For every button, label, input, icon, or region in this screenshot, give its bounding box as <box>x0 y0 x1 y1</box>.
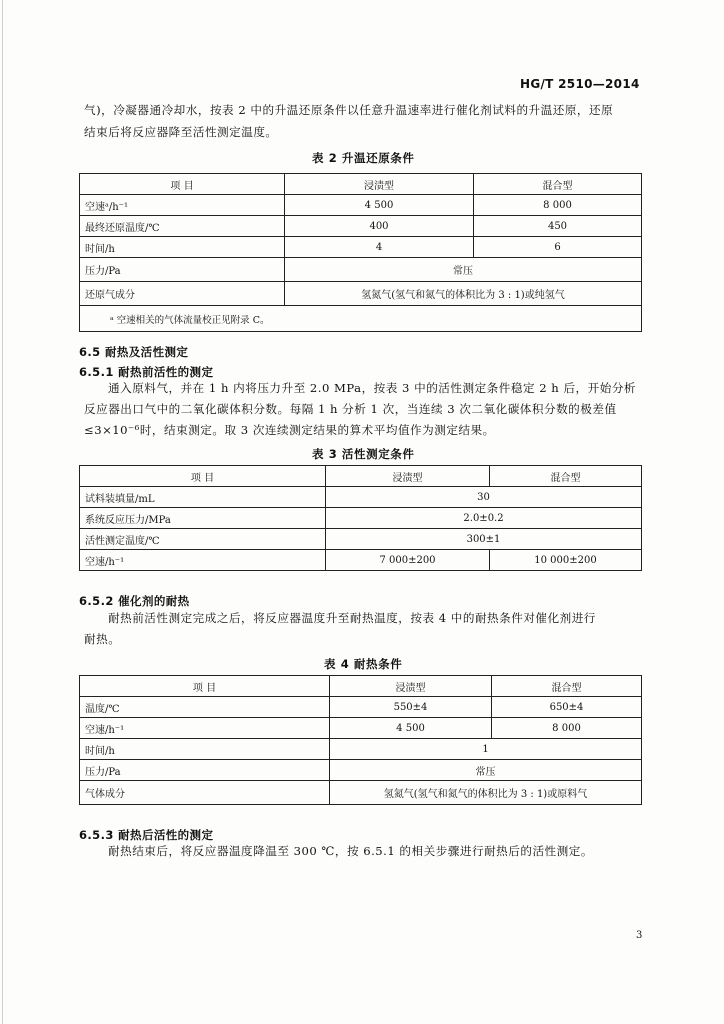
row-label: 空速/h⁻¹ <box>80 550 326 571</box>
table-cell: 10 000±200 <box>490 550 642 571</box>
table-cell: 4 500 <box>285 195 474 216</box>
page-number: 3 <box>636 930 643 941</box>
table-row <box>80 508 642 529</box>
table-cell: 650±4 <box>492 697 642 718</box>
header-cell-item: 项 目 <box>80 174 285 195</box>
table-cell: 550±4 <box>330 697 492 718</box>
binding-edge-line <box>2 0 3 1024</box>
table-cell: 6 <box>474 237 642 258</box>
table-cell: 2.0±0.2 <box>326 508 642 529</box>
header-cell-mixed: 混合型 <box>474 174 642 195</box>
header-cell-mixed: 混合型 <box>490 466 642 487</box>
table-header-row <box>80 466 642 487</box>
table-cell: 8 000 <box>474 195 642 216</box>
table-row <box>80 781 642 805</box>
section-6-5-1-line-3: ≤3×10⁻⁶时，结束测定。取 3 次连续测定结果的算术平均值作为测定结果。 <box>84 423 495 437</box>
table-note-row <box>80 306 642 332</box>
section-6-5-2-line-2: 耐热。 <box>84 632 121 646</box>
intro-line-2: 结束后将反应器降至活性测定温度。 <box>84 125 278 139</box>
table-footnote: ᵃ 空速相关的气体流量校正见附录 C。 <box>80 306 642 332</box>
table-row <box>80 718 642 739</box>
table-cell: 氢氮气(氢气和氮气的体积比为 3 : 1)或原料气 <box>330 781 642 805</box>
table-cell: 450 <box>474 216 642 237</box>
table-cell: 300±1 <box>326 529 642 550</box>
table-row <box>80 216 642 237</box>
section-6-5-2-title: 6.5.2 催化剂的耐热 <box>79 594 190 608</box>
table-cell: 常压 <box>285 258 642 282</box>
table-row <box>80 529 642 550</box>
table-row <box>80 550 642 571</box>
table2-caption: 表 2 升温还原条件 <box>312 151 415 165</box>
row-label: 还原气成分 <box>80 282 285 306</box>
section-6-5-2-line-1: 耐热前活性测定完成之后，将反应器温度升至耐热温度，按表 4 中的耐热条件对催化剂进行 <box>108 611 596 625</box>
table-cell: 4 <box>285 237 474 258</box>
table-cell: 7 000±200 <box>326 550 490 571</box>
table-cell: 氢氮气(氢气和氮气的体积比为 3 : 1)或纯氢气 <box>285 282 642 306</box>
table-cell: 1 <box>330 739 642 760</box>
intro-line-1: 气)，冷凝器通冷却水，按表 2 中的升温还原条件以任意升温速率进行催化剂试料的升温还原，还原 <box>84 103 614 117</box>
table4-caption: 表 4 耐热条件 <box>324 657 403 671</box>
row-label: 压力/Pa <box>80 760 330 781</box>
row-label: 活性测定温度/℃ <box>80 529 326 550</box>
row-label: 最终还原温度/℃ <box>80 216 285 237</box>
table2 <box>79 173 642 332</box>
row-label: 温度/℃ <box>80 697 330 718</box>
row-label: 系统反应压力/MPa <box>80 508 326 529</box>
section-6-5-title: 6.5 耐热及活性测定 <box>79 345 189 359</box>
table-cell: 30 <box>326 487 642 508</box>
table3 <box>79 465 642 571</box>
section-6-5-1-line-1: 通入原料气，并在 1 h 内将压力升至 2.0 MPa，按表 3 中的活性测定条件稳定 2 h 后，开始分析 <box>108 381 637 395</box>
table-row <box>80 739 642 760</box>
table-row <box>80 760 642 781</box>
section-6-5-1-title: 6.5.1 耐热前活性的测定 <box>79 365 214 379</box>
table-cell: 4 500 <box>330 718 492 739</box>
table3-caption: 表 3 活性测定条件 <box>312 447 415 461</box>
header-cell-item: 项 目 <box>80 466 326 487</box>
table4 <box>79 675 642 805</box>
header-cell-impregnated: 浸渍型 <box>285 174 474 195</box>
header-cell-impregnated: 浸渍型 <box>326 466 490 487</box>
table-cell: 8 000 <box>492 718 642 739</box>
table-row <box>80 487 642 508</box>
table-row <box>80 697 642 718</box>
table-cell: 常压 <box>330 760 642 781</box>
row-label: 时间/h <box>80 237 285 258</box>
header-cell-mixed: 混合型 <box>492 676 642 697</box>
row-label: 压力/Pa <box>80 258 285 282</box>
table-row <box>80 258 642 282</box>
section-6-5-3-title: 6.5.3 耐热后活性的测定 <box>79 828 214 842</box>
section-6-5-1-line-2: 反应器出口气中的二氧化碳体积分数。每隔 1 h 分析 1 次，当连续 3 次二氧化碳体积分数的极差值 <box>84 402 617 416</box>
row-label: 时间/h <box>80 739 330 760</box>
standard-number: HG/T 2510—2014 <box>520 77 640 91</box>
row-label: 试料装填量/mL <box>80 487 326 508</box>
table-row <box>80 282 642 306</box>
row-label: 气体成分 <box>80 781 330 805</box>
header-cell-item: 项 目 <box>80 676 330 697</box>
row-label: 空速ᵃ/h⁻¹ <box>80 195 285 216</box>
table-header-row <box>80 676 642 697</box>
section-6-5-3-line-1: 耐热结束后，将反应器温度降温至 300 ℃，按 6.5.1 的相关步骤进行耐热后的活性测定。 <box>108 844 593 858</box>
table-row <box>80 237 642 258</box>
table-header-row <box>80 174 642 195</box>
header-cell-impregnated: 浸渍型 <box>330 676 492 697</box>
row-label: 空速/h⁻¹ <box>80 718 330 739</box>
table-row <box>80 195 642 216</box>
table-cell: 400 <box>285 216 474 237</box>
